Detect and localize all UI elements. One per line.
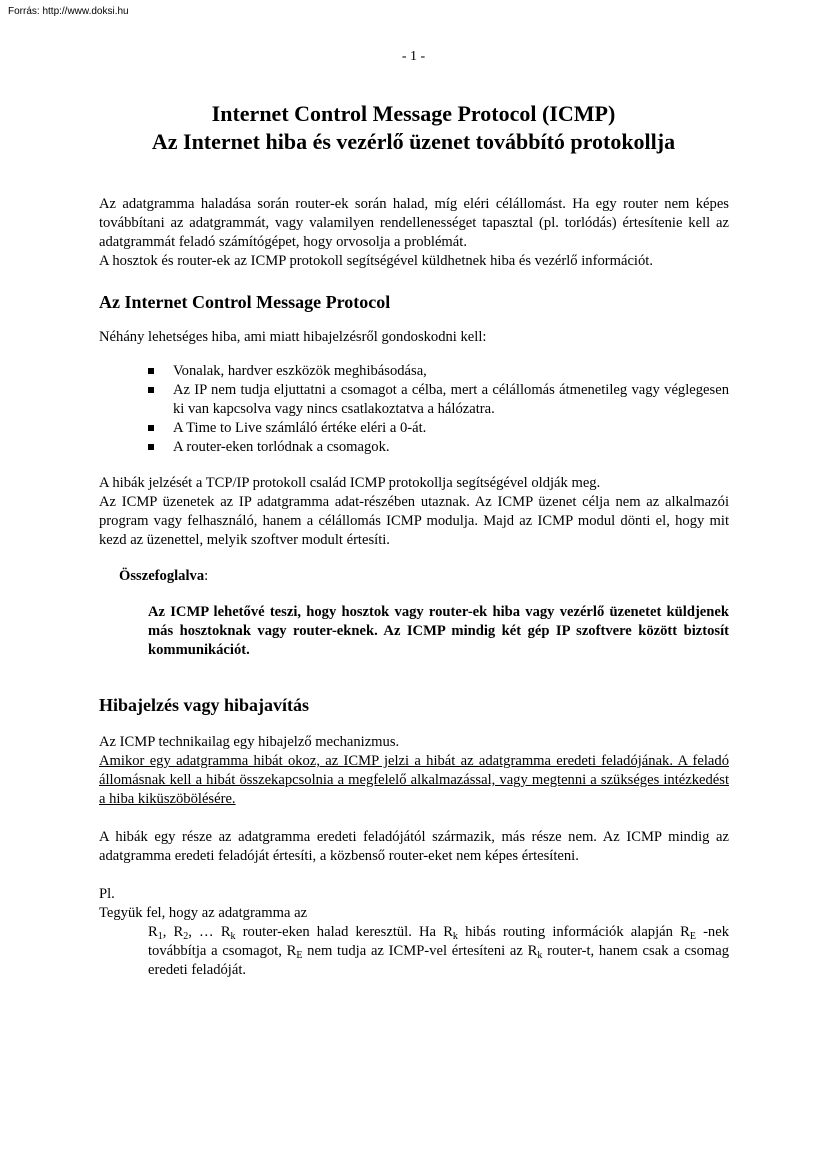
source-note: Forrás: http://www.doksi.hu xyxy=(8,6,129,17)
square-bullet-icon xyxy=(148,425,154,431)
error-mechanism-paragraph: Az ICMP technikailag egy hibajelző mechanizmus. xyxy=(99,734,400,750)
example-lead: Tegyük fel, hogy az adatgramma az xyxy=(99,905,308,921)
section-heading-icmp: Az Internet Control Message Protocol xyxy=(99,292,391,312)
summary-label: Összefoglalva: xyxy=(119,568,209,584)
errors-lead: Néhány lehetséges hiba, ami miatt hibajelzésről gondoskodni kell: xyxy=(99,329,487,345)
underlined-paragraph: Amikor egy adatgramma hibát okoz, az ICMP jelzi a hibát az adatgramma eredeti feladójának. A feladó állomásnak kell a hibát összekapcsolnia a megfelelő alkalmazással, vagy megtenni a szükséges intézkedést a hiba kiküszöbölésére. xyxy=(99,753,729,807)
icmp-message-paragraph: Az ICMP üzenetek az IP adatgramma adat-részében utaznak. Az ICMP üzenet célja nem az alkalmazói program vagy felhasználó, hanem a célállomás ICMP modulja. Majd az ICMP modul dönti el, hogy mit kezd az üzenettel, melyik szoftver modult értesíti. xyxy=(99,494,729,548)
intro-paragraph-2: A hosztok és router-ek az ICMP protokoll segítségével küldhetnek hiba és vezérlő információt. xyxy=(99,253,653,269)
title-line-1: Internet Control Message Protocol (ICMP) xyxy=(211,101,616,126)
error-origin-paragraph: A hibák egy része az adatgramma eredeti feladójától származik, más része nem. Az ICMP mindig az adatgramma eredeti feladóját értesíti, a közbenső router-eket nem képes értesíteni. xyxy=(99,829,729,864)
summary-text: Az ICMP lehetővé teszi, hogy hosztok vagy router-ek hiba vagy vezérlő üzenetet küldjenek más hosztoknak vagy router-eknek. Az ICMP mindig két gép IP szoftvere között biztosít kommunikációt. xyxy=(148,604,729,658)
list-item: Vonalak, hardver eszközök meghibásodása, xyxy=(173,362,729,381)
intro-paragraph-1: Az adatgramma haladása során router-ek során halad, míg eléri célállomást. Ha egy router nem képes továbbítani az adatgrammát, vagy valamilyen rendellenességet tapasztal (pl. torlódás) értesítenie kell az adatgrammát feladó számítógépet, hogy orvosolja a problémát. xyxy=(99,196,729,250)
section-heading-error-reporting: Hibajelzés vagy hibajavítás xyxy=(99,695,309,715)
document-body xyxy=(99,195,729,980)
page-number: - 1 - xyxy=(401,49,426,64)
square-bullet-icon xyxy=(148,368,154,374)
example-paragraph: $R_1$, $R_2$, … $R_k$ router-eken halad keresztül. Ha $R_k$ hibás routing információk alapján $R_E$ -nek továbbítja a csomagot, $R_E$ nem tudja az ICMP-vel értesíteni az $R_k$ router-t, hanem csak a csomag eredeti feladóját. xyxy=(148,924,729,978)
list-item: A router-eken torlódnak a csomagok. xyxy=(173,438,729,457)
error-list xyxy=(99,362,729,457)
title-line-2: Az Internet hiba és vezérlő üzenet továbbító protokollja xyxy=(151,129,676,154)
square-bullet-icon xyxy=(148,387,154,393)
example-label: Pl. xyxy=(99,886,115,902)
tcpip-paragraph: A hibák jelzését a TCP/IP protokoll család ICMP protokollja segítségével oldják meg. xyxy=(99,475,601,491)
list-item: A Time to Live számláló értéke eléri a 0-át. xyxy=(173,419,729,438)
list-item: Az IP nem tudja eljuttatni a csomagot a célba, mert a célállomás átmenetileg vagy véglegesen ki van kapcsolva vagy nincs csatlakoztatva a hálózatra. xyxy=(173,381,729,419)
square-bullet-icon xyxy=(148,444,154,450)
document-title xyxy=(60,100,767,156)
